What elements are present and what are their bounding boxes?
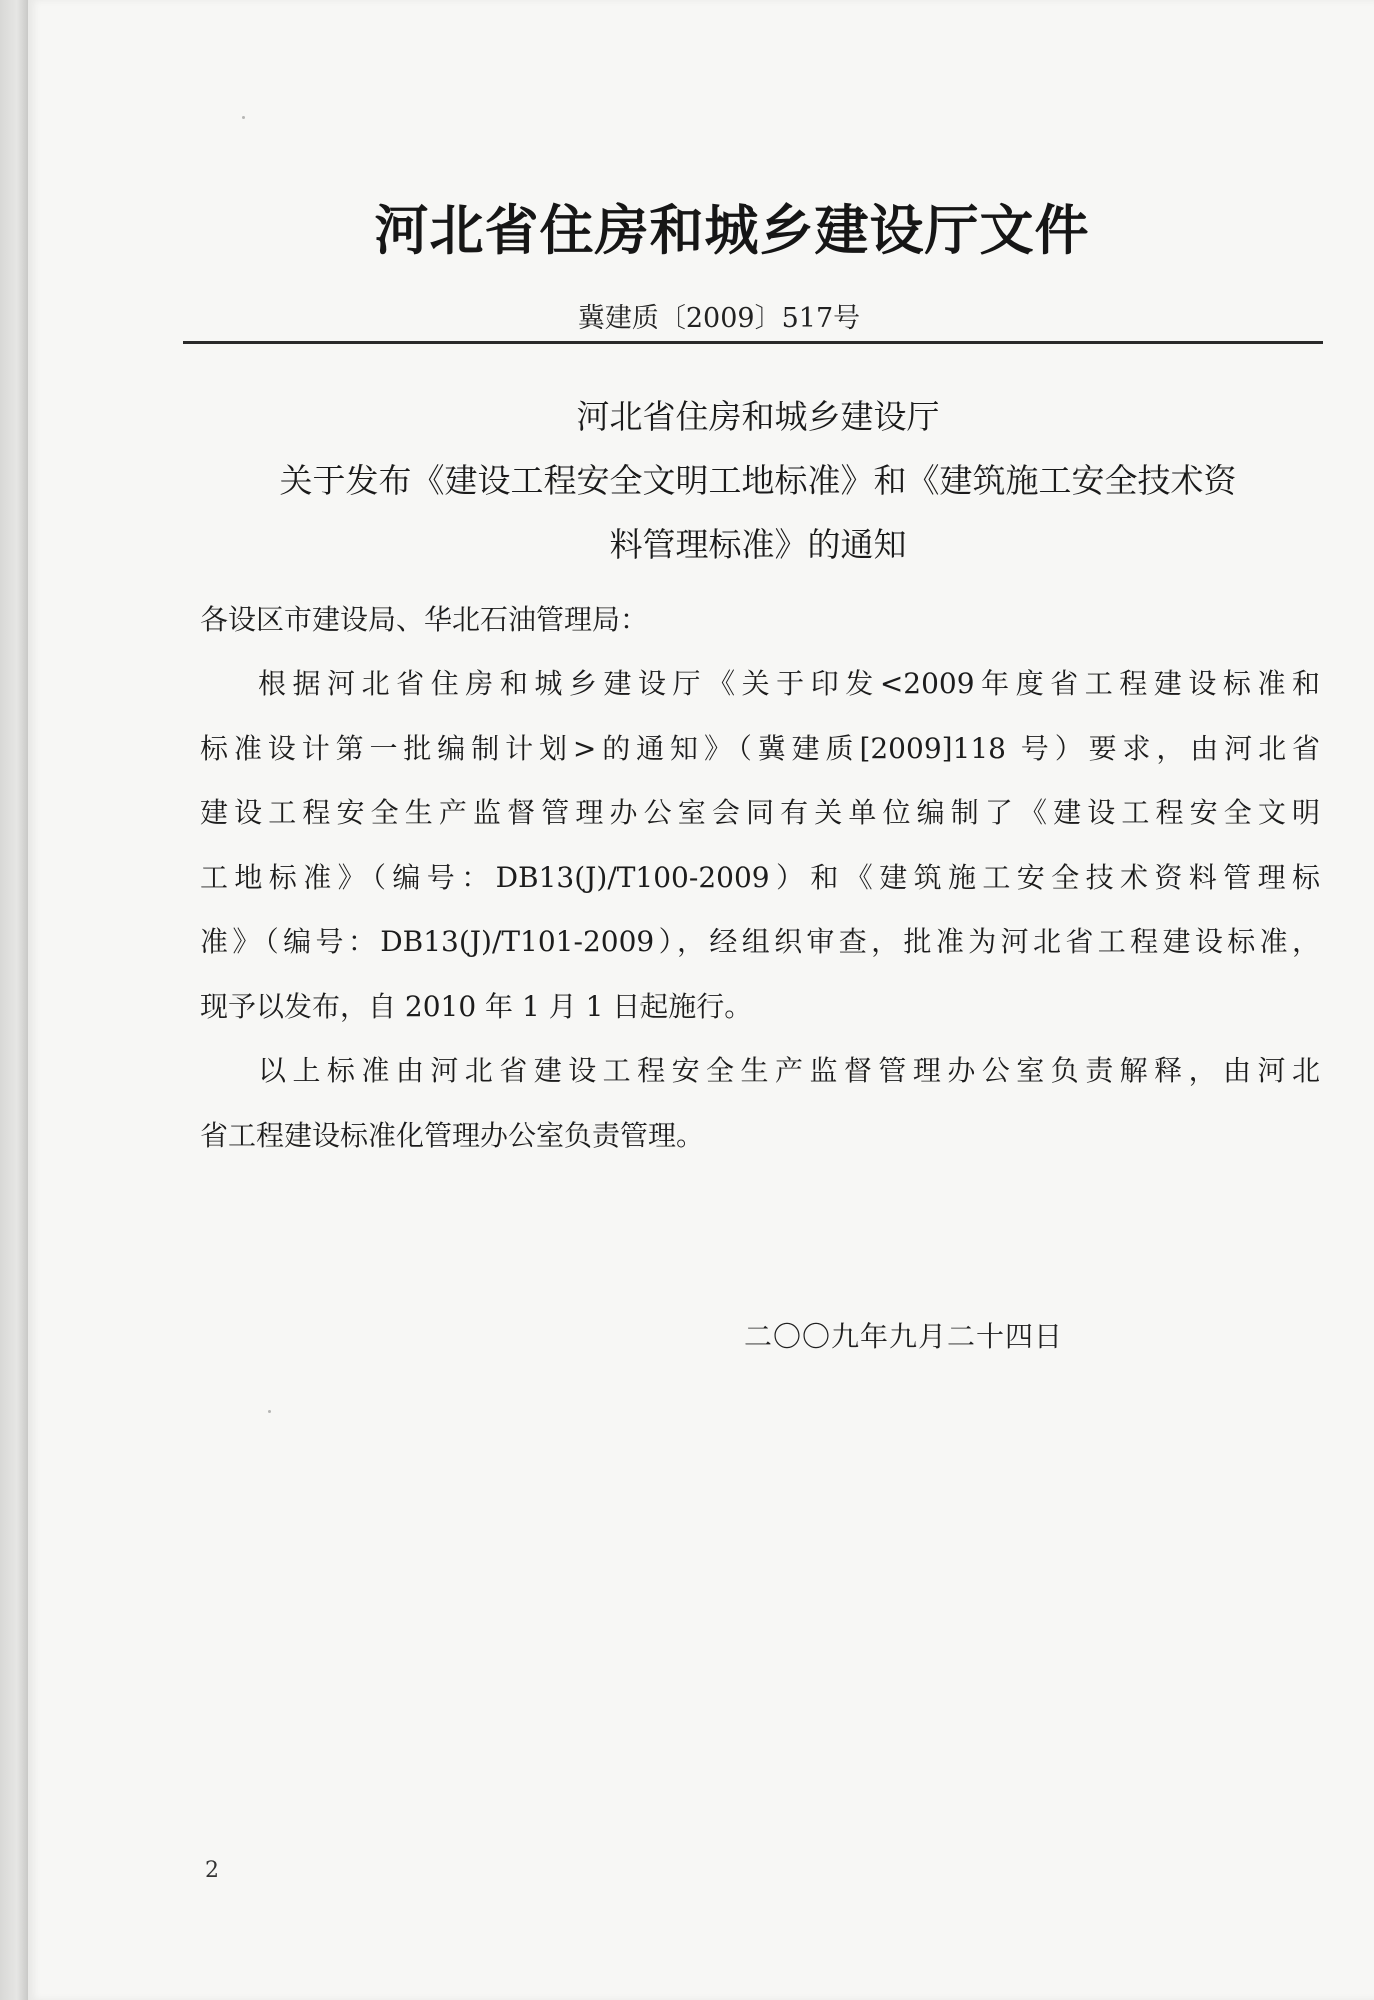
scan-speck [268,1410,271,1413]
header-divider [183,341,1323,344]
notice-title-line: 料管理标准》的通知 [609,525,907,564]
notice-title-line: 关于发布《建设工程安全文明工地标准》和《建筑施工安全技术资 [279,461,1237,500]
salutation: 各设区市建设局、华北石油管理局： [200,603,649,636]
paragraph-line: 工地标准》（编号：DB13(J)/T100-2009）和《建筑施工安全技术资料管理标 [200,860,1320,894]
issue-date: 二〇〇九年九月二十四日 [744,1320,1064,1353]
paragraph-line: 标准设计第一批编制计划>的通知》（冀建质[2009]118 号）要求，由河北省 [200,731,1320,765]
notice-title-line: 河北省住房和城乡建设厅 [576,397,940,436]
document-number: 冀建质〔2009〕517号 [577,303,861,334]
paragraph-line: 准》（编号：DB13(J)/T101-2009），经组织审查，批准为河北省工程建设标准， [200,925,1320,958]
paragraph-line: 根据河北省住房和城乡建设厅《关于印发<2009年度省工程建设标准和 [258,667,1320,700]
paragraph-line: 建设工程安全生产监督管理办公室会同有关单位编制了《建设工程安全文明 [200,796,1320,829]
paragraph-line: 现予以发布，自 2010 年 1 月 1 日起施行。 [200,989,753,1023]
document-page [28,0,1374,2000]
page-number: 2 [205,1858,219,1883]
notice-title [198,385,1318,577]
paragraph-line: 省工程建设标准化管理办公室负责管理。 [200,1118,705,1152]
body-paragraph-1 [200,652,1320,1039]
body-paragraph-2 [200,1039,1320,1168]
scan-speck [242,116,245,119]
issuing-authority-title: 河北省住房和城乡建设厅文件 [374,198,1090,262]
scan-left-edge [0,0,28,2000]
paragraph-line: 以上标准由河北省建设工程安全生产监督管理办公室负责解释，由河北 [258,1054,1320,1087]
